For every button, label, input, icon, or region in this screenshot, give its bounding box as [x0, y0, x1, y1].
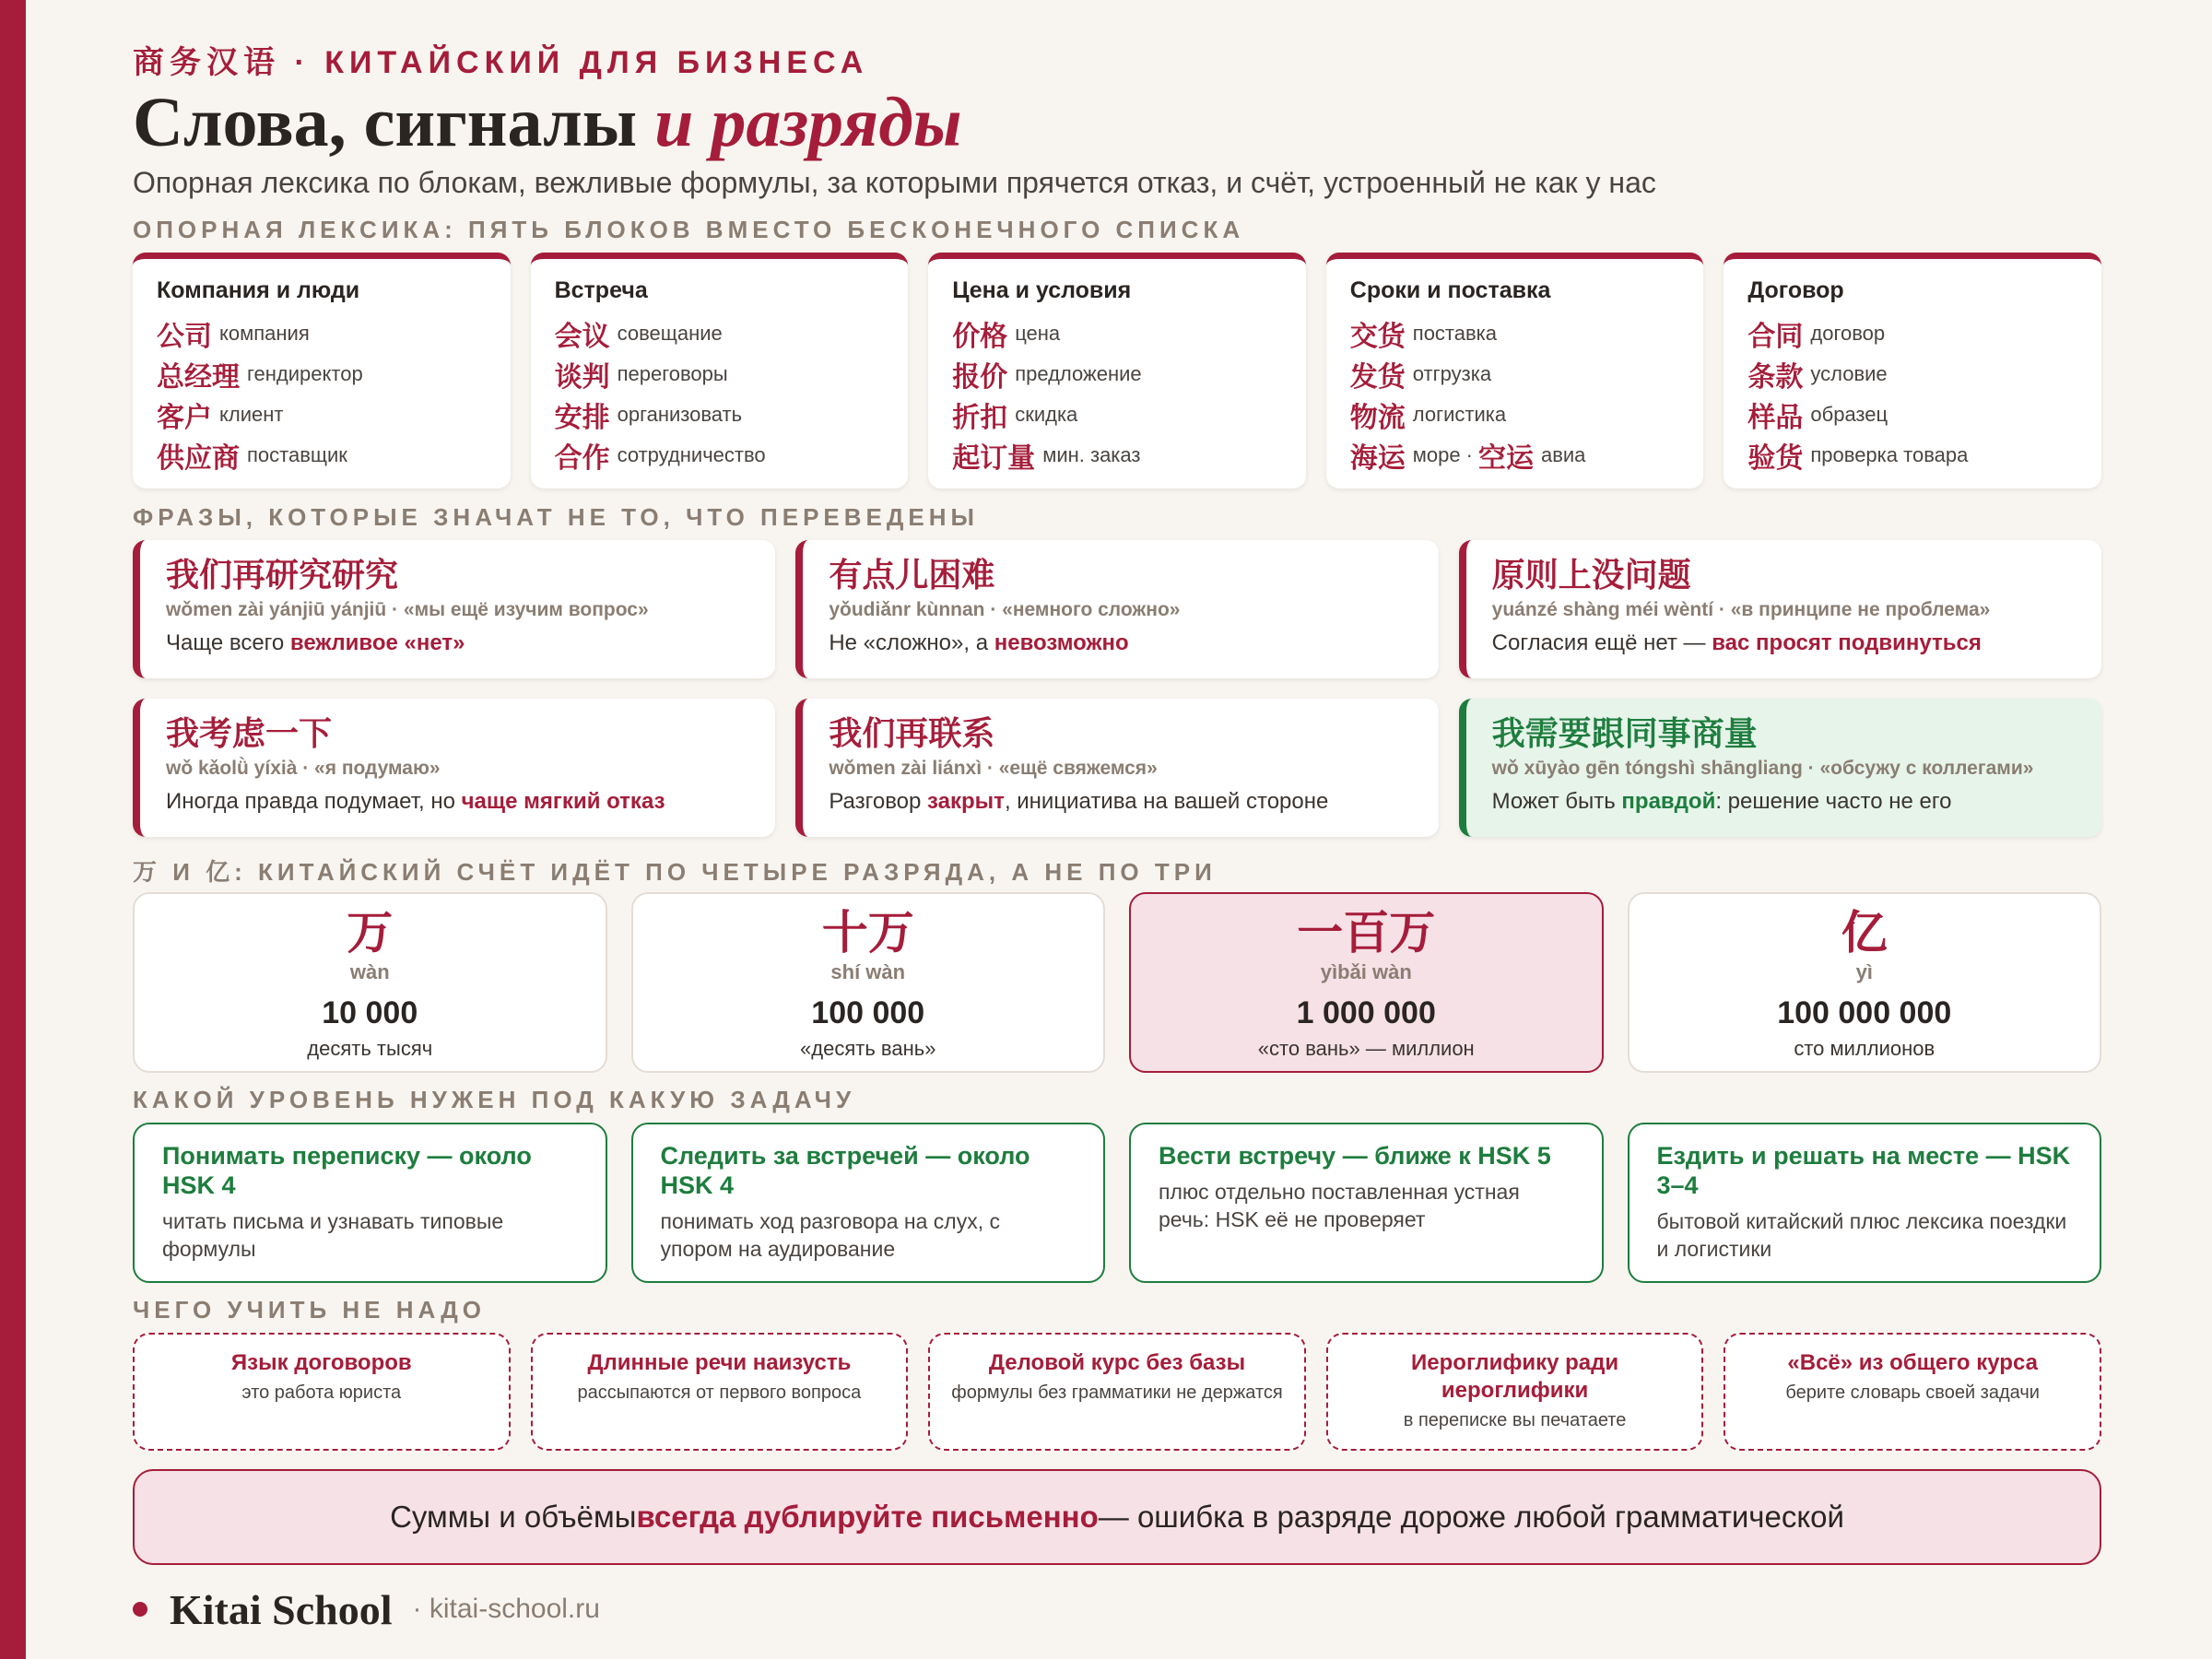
vocab-card-price [928, 253, 1306, 488]
vocab-ru: сотрудничество [617, 443, 766, 466]
vocab-ru: образец [1810, 403, 1888, 426]
vocab-separator: · [1465, 443, 1473, 466]
phrases-section-title: ФРАЗЫ, КОТОРЫЕ ЗНАЧАТ НЕ ТО, ЧТО ПЕРЕВЕДЕНЫ [133, 503, 979, 531]
numbers-section-title: 万 И 亿: КИТАЙСКИЙ СЧЁТ ИДЁТ ПО ЧЕТЫРЕ РАЗРЯДА, А НЕ ПО ТРИ [133, 858, 1217, 886]
phrase-zh: 我考虑一下 [166, 715, 333, 753]
vocab-zh: 客户 [157, 402, 212, 434]
left-accent-bar [0, 0, 26, 1659]
vocab-item [157, 313, 487, 354]
vocab-zh: 合同 [1747, 321, 1804, 353]
phrase-zh: 原则上没问题 [1491, 557, 1691, 594]
dont-card [1724, 1333, 2101, 1451]
eyebrow: 商务汉语 · КИТАЙСКИЙ ДЛЯ БИЗНЕСА [133, 45, 869, 80]
vocab-ru: условие [1810, 362, 1888, 385]
phrase-card-positive [1459, 699, 2101, 837]
vocab-card-title: Цена и условия [952, 277, 1132, 303]
dont-title: Деловой курс без базы [988, 1350, 1246, 1375]
phrase-pinyin: yǒudiǎnr kùnnan · «немного сложно» [829, 599, 1181, 620]
vocab-zh: 供应商 [157, 442, 240, 475]
phrase-card [133, 699, 775, 837]
vocab-ru: предложение [1015, 362, 1142, 385]
number-zh: 亿 [1841, 906, 1888, 959]
phrase-meaning-text: , инициатива на вашей стороне [1004, 789, 1329, 814]
vocab-item [1747, 435, 2077, 476]
level-desc: плюс отдельно поставленная устная речь: HSK её не проверяет [1159, 1180, 1520, 1231]
phrase-pinyin: wǒ xūyào gēn tóngshì shāngliang · «обсужу с коллегами» [1491, 758, 2034, 779]
dont-card [133, 1333, 511, 1451]
vocab-card-contract [1724, 253, 2101, 488]
vocab-ru: компания [219, 322, 310, 345]
callout-emphasis: всегда дублируйте письменно [636, 1500, 1099, 1534]
vocab-item [157, 354, 487, 394]
brand-name: Kitai School [170, 1585, 393, 1633]
dont-card [531, 1333, 909, 1451]
phrase-meaning-text: Согласия ещё нет — [1491, 630, 1712, 655]
phrase-meaning [166, 789, 749, 815]
number-zh: 一百万 [1297, 906, 1436, 959]
vocab-ru: организовать [617, 403, 743, 426]
vocab-zh: 折扣 [952, 402, 1008, 434]
dont-title: Длинные речи наизусть [587, 1350, 852, 1375]
vocab-item [952, 394, 1282, 435]
phrase-meaning [829, 789, 1412, 815]
vocab-ru: совещание [617, 322, 723, 345]
phrase-meaning-text: Не «сложно», а [829, 630, 994, 655]
site-link[interactable]: · kitai-school.ru [412, 1594, 600, 1624]
title-main: Слова, сигналы [133, 84, 655, 161]
phrase-meaning-emphasis: закрыт [927, 789, 1005, 814]
page-subtitle: Опорная лексика по блокам, вежливые формулы, за которыми прячется отказ, и счёт, устроенный не как у нас [133, 166, 1656, 199]
vocab-ru: мин. заказ [1042, 443, 1141, 466]
donts-section-title: ЧЕГО УЧИТЬ НЕ НАДО [133, 1296, 486, 1324]
vocab-item [1350, 354, 1680, 394]
dont-card [928, 1333, 1306, 1451]
vocab-ru: скидка [1015, 403, 1078, 426]
vocab-zh: 发货 [1349, 361, 1406, 394]
vocab-item [1350, 435, 1680, 476]
vocab-item [555, 313, 885, 354]
number-pinyin: shí wàn [830, 960, 906, 983]
dont-card [1326, 1333, 1704, 1451]
vocab-card-meeting [531, 253, 909, 488]
number-card-highlighted [1129, 892, 1604, 1073]
phrase-pinyin: wǒmen zài yánjiū yánjiū · «мы ещё изучим вопрос» [166, 599, 649, 620]
number-desc: «десять вань» [800, 1037, 936, 1060]
vocab-item [1747, 354, 2077, 394]
dont-cards [133, 1333, 2101, 1451]
vocab-zh: 谈判 [554, 361, 610, 394]
vocab-zh: 起订量 [952, 442, 1036, 475]
vocab-card-title: Сроки и поставка [1349, 277, 1551, 303]
vocab-ru: гендиректор [247, 362, 363, 385]
footer [133, 1583, 600, 1635]
level-cards [133, 1123, 2101, 1283]
vocab-ru: авиа [1540, 443, 1586, 466]
number-pinyin: wàn [349, 960, 390, 983]
number-card [1628, 892, 2102, 1073]
phrase-pinyin: yuánzé shàng méi wèntí · «в принципе не проблема» [1491, 599, 1991, 620]
dont-title: Иероглифику ради иероглифики [1411, 1350, 1619, 1403]
vocab-item [1350, 394, 1680, 435]
vocab-card-title: Договор [1747, 277, 1844, 303]
number-desc: десять тысяч [307, 1037, 433, 1060]
vocab-item [555, 394, 885, 435]
key-callout [133, 1469, 2101, 1565]
phrase-meaning-text: : решение часто не его [1715, 789, 1952, 814]
vocab-zh: 安排 [554, 402, 610, 434]
phrase-zh: 我需要跟同事商量 [1491, 715, 1758, 753]
dont-desc: формулы без грамматики не держатся [951, 1382, 1283, 1403]
vocab-item [1747, 394, 2077, 435]
vocab-ru: цена [1015, 322, 1061, 345]
number-zh: 十万 [821, 906, 914, 959]
number-pinyin: yì [1855, 960, 1873, 983]
brand-dot-icon [133, 1602, 147, 1617]
vocab-card-title: Компания и люди [157, 277, 360, 303]
phrase-card [795, 699, 1438, 837]
vocab-zh: 条款 [1747, 361, 1804, 394]
vocab-zh: 公司 [157, 321, 212, 353]
vocab-card-delivery [1326, 253, 1704, 488]
vocab-item [157, 435, 487, 476]
phrase-meaning-emphasis: невозможно [994, 630, 1129, 655]
phrase-card [795, 540, 1438, 678]
phrase-card [1459, 540, 2101, 678]
vocab-zh: 验货 [1747, 442, 1804, 475]
vocab-ru: клиент [219, 403, 284, 426]
vocab-zh: 交货 [1349, 321, 1406, 353]
vocab-item [555, 435, 885, 476]
vocab-ru: переговоры [617, 362, 728, 385]
number-desc: «сто вань» — миллион [1257, 1037, 1475, 1060]
level-desc: понимать ход разговора на слух, с упором на аудирование [660, 1209, 1000, 1261]
number-cards [133, 892, 2101, 1073]
phrase-meaning-emphasis: правдой [1621, 789, 1716, 814]
level-card [1628, 1123, 2102, 1283]
vocab-item [952, 435, 1282, 476]
dont-desc: это работа юриста [241, 1382, 402, 1403]
phrase-meaning [1492, 630, 2076, 656]
vocab-cards [133, 253, 2101, 488]
vocab-item [1350, 313, 1680, 354]
dont-title: Язык договоров [230, 1350, 412, 1375]
phrase-zh: 我们再联系 [829, 715, 995, 753]
vocab-zh: 报价 [952, 361, 1008, 394]
page-title [133, 83, 962, 163]
vocab-card-company [133, 253, 511, 488]
vocab-zh: 价格 [952, 321, 1008, 353]
vocab-zh: 海运 [1349, 442, 1406, 475]
level-card [1129, 1123, 1604, 1283]
phrase-cards [133, 540, 2101, 837]
phrase-pinyin: wǒ kǎolǜ yíxià · «я подумаю» [166, 758, 441, 779]
number-value: 100 000 000 [1777, 995, 1952, 1030]
vocab-ru: договор [1810, 322, 1886, 345]
phrase-meaning-text: Может быть [1491, 789, 1622, 814]
phrase-meaning-emphasis: вежливое «нет» [289, 630, 465, 655]
dont-title: «Всё» из общего курса [1787, 1350, 2038, 1375]
dont-desc: в переписке вы печатаете [1403, 1410, 1627, 1430]
vocab-zh: 会议 [554, 321, 610, 353]
phrase-meaning-emphasis: чаще мягкий отказ [461, 789, 665, 814]
vocab-zh: 空运 [1477, 442, 1534, 475]
phrase-zh: 我们再研究研究 [166, 557, 399, 594]
level-title: Следить за встречей — около HSK 4 [660, 1142, 1030, 1199]
level-desc: бытовой китайский плюс лексика поездки и логистики [1656, 1209, 2067, 1261]
number-card [631, 892, 1106, 1073]
vocab-ru: поставщик [247, 443, 347, 466]
vocab-ru: логистика [1412, 403, 1507, 426]
number-value: 10 000 [322, 995, 418, 1030]
vocab-ru: море [1412, 443, 1461, 466]
vocab-item [952, 354, 1282, 394]
dont-desc: рассыпаются от первого вопроса [577, 1382, 862, 1403]
vocab-card-title: Встреча [554, 277, 648, 303]
number-value: 1 000 000 [1296, 995, 1436, 1030]
level-title: Ездить и решать на месте — HSK 3–4 [1656, 1142, 2071, 1199]
phrase-meaning-text: Иногда правда подумает, но [166, 789, 462, 814]
vocab-item [555, 354, 885, 394]
vocab-item [952, 313, 1282, 354]
level-card [133, 1123, 607, 1283]
phrase-meaning [1492, 789, 2076, 815]
phrase-zh: 有点儿困难 [829, 557, 995, 594]
level-desc: читать письма и узнавать типовые формулы [162, 1209, 504, 1261]
phrase-meaning [166, 630, 749, 656]
number-zh: 万 [347, 906, 394, 959]
vocab-ru: проверка товара [1810, 443, 1969, 466]
vocab-zh: 物流 [1349, 402, 1406, 434]
vocab-item [1747, 313, 2077, 354]
number-pinyin: yìbǎi wàn [1320, 960, 1412, 983]
vocab-zh: 总经理 [157, 361, 240, 394]
callout-text: Суммы и объёмы [390, 1500, 637, 1534]
phrase-meaning-text: Чаще всего [166, 630, 290, 655]
vocab-item [157, 394, 487, 435]
phrase-card [133, 540, 775, 678]
vocab-section-title: ОПОРНАЯ ЛЕКСИКА: ПЯТЬ БЛОКОВ ВМЕСТО БЕСКОНЕЧНОГО СПИСКА [133, 216, 1245, 243]
phrase-pinyin: wǒmen zài liánxì · «ещё свяжемся» [829, 758, 1158, 779]
vocab-ru: поставка [1412, 322, 1498, 345]
dont-desc: берите словарь своей задачи [1785, 1382, 2040, 1403]
level-title: Вести встречу — ближе к HSK 5 [1159, 1142, 1551, 1170]
levels-section-title: КАКОЙ УРОВЕНЬ НУЖЕН ПОД КАКУЮ ЗАДАЧУ [133, 1086, 856, 1113]
number-desc: сто миллионов [1794, 1037, 1936, 1060]
level-title: Понимать переписку — около HSK 4 [162, 1142, 532, 1199]
phrase-meaning-text: Разговор [829, 789, 928, 814]
vocab-ru: отгрузка [1412, 362, 1492, 385]
vocab-zh: 样品 [1747, 402, 1804, 434]
title-accent: и разряды [654, 84, 962, 161]
phrase-meaning [829, 630, 1412, 656]
vocab-zh: 合作 [554, 442, 610, 475]
number-value: 100 000 [811, 995, 925, 1030]
level-card [631, 1123, 1106, 1283]
callout-text: — ошибка в разряде дороже любой грамматической [1098, 1500, 1844, 1534]
phrase-meaning-emphasis: вас просят подвинуться [1712, 630, 1982, 655]
number-card [133, 892, 607, 1073]
